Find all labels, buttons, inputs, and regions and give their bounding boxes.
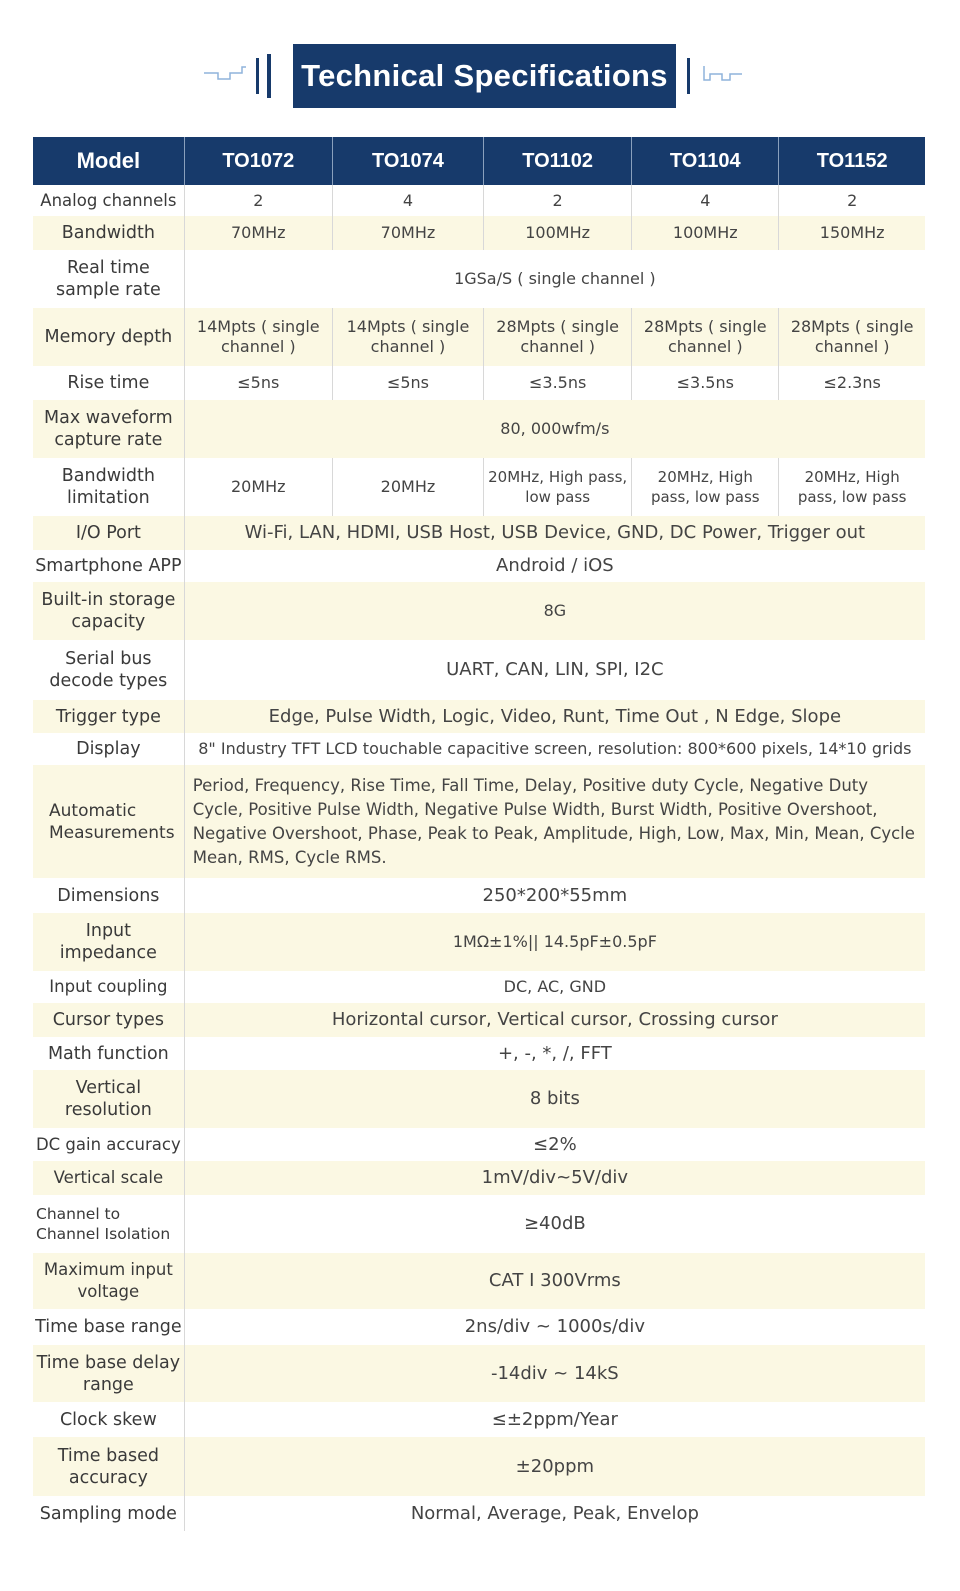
page-title: Technical Specifications bbox=[293, 44, 676, 108]
table-row bbox=[33, 1402, 925, 1437]
row-label: Maximum input voltage bbox=[33, 1253, 184, 1309]
row-label: Input coupling bbox=[33, 971, 184, 1003]
cell-value: ≤2.3ns bbox=[823, 373, 881, 392]
cell-value: 20MHz, High pass, low pass bbox=[632, 458, 779, 516]
cell-value: ≤2% bbox=[533, 1133, 577, 1155]
cell-value: 2 bbox=[847, 190, 858, 210]
row-label: Sampling mode bbox=[33, 1496, 184, 1531]
cell-value: ≤3.5ns bbox=[484, 366, 632, 400]
row-label: Clock skew bbox=[33, 1402, 184, 1437]
header-model-to1074: TO1074 bbox=[332, 137, 483, 185]
table-row bbox=[33, 640, 925, 700]
row-label: Serial bus decode types bbox=[33, 640, 184, 700]
cell-value: ≥40dB bbox=[523, 1213, 586, 1234]
cell-value: 20MHz bbox=[184, 458, 332, 516]
row-label: Max waveform capture rate bbox=[33, 400, 184, 458]
table-row bbox=[33, 1037, 925, 1070]
table-row bbox=[33, 516, 925, 550]
table-row bbox=[33, 971, 925, 1003]
table-row bbox=[33, 733, 925, 765]
cell-value: -14div ~ 14kS bbox=[184, 1345, 925, 1402]
table-row bbox=[33, 308, 925, 366]
table-row bbox=[33, 913, 925, 971]
cell-value: 4 bbox=[332, 185, 483, 216]
cell-value: 20MHz, High pass, low pass bbox=[484, 458, 632, 516]
cell-value: CAT I 300Vrms bbox=[184, 1253, 925, 1309]
cell-value: 2 bbox=[484, 185, 632, 216]
cell-value: 1mV/div~5V/div bbox=[184, 1161, 925, 1195]
banner-bar-right-1 bbox=[672, 54, 676, 98]
cell-value: 20MHz bbox=[332, 458, 483, 516]
cell-value: 14Mpts ( single channel ) bbox=[332, 308, 483, 366]
table-row bbox=[33, 1437, 925, 1496]
header-model: Model bbox=[33, 137, 184, 185]
table-row bbox=[33, 582, 925, 640]
row-label: Vertical scale bbox=[33, 1161, 184, 1195]
table-row bbox=[33, 400, 925, 458]
cell-value: +, -, *, /, FFT bbox=[497, 1042, 612, 1064]
table-row bbox=[33, 1003, 925, 1037]
table-row bbox=[33, 878, 925, 913]
cell-value: 100MHz bbox=[632, 216, 779, 250]
row-label: DC gain accuracy bbox=[33, 1128, 184, 1161]
cell-value: Period, Frequency, Rise Time, Fall Time, Delay, Positive duty Cycle, Negative Duty Cycle, Positive Pulse Width, Negative Pulse Width, Burst Width, Positive Overshoot, Negative Overshoot, Phase, Peak to Peak, Amplitude, High, Low, Max, Min, Mean, Cycle Mean, RMS, Cycle RMS. bbox=[184, 765, 925, 878]
cell-value: 2ns/div ~ 1000s/div bbox=[464, 1316, 645, 1337]
cell-value: 14Mpts ( single channel ) bbox=[184, 308, 332, 366]
table-row bbox=[33, 550, 925, 582]
header-model-to1104: TO1104 bbox=[632, 137, 779, 185]
table-row bbox=[33, 765, 925, 878]
row-label: Smartphone APP bbox=[33, 550, 184, 582]
table-row bbox=[33, 1195, 925, 1253]
cell-value: 1GSa/S ( single channel ) bbox=[454, 269, 656, 288]
cell-value: DC, AC, GND bbox=[503, 977, 607, 996]
cell-value: Edge, Pulse Width, Logic, Video, Runt, Time Out , N Edge, Slope bbox=[184, 700, 925, 733]
cell-value: Wi-Fi, LAN, HDMI, USB Host, USB Device, GND, DC Power, Trigger out bbox=[184, 516, 925, 550]
row-label: Vertical resolution bbox=[33, 1070, 184, 1128]
cell-value: 1MΩ±1%|| 14.5pF±0.5pF bbox=[184, 913, 925, 971]
header-model-to1152: TO1152 bbox=[779, 137, 925, 185]
row-label: Memory depth bbox=[33, 308, 184, 366]
table-row bbox=[33, 458, 925, 516]
cell-value: 100MHz bbox=[484, 216, 632, 250]
cell-value: 8G bbox=[184, 582, 925, 640]
table-row bbox=[33, 185, 925, 216]
cell-value: Horizontal cursor, Vertical cursor, Crossing cursor bbox=[184, 1003, 925, 1037]
cell-value: 80, 000wfm/s bbox=[184, 400, 925, 458]
cell-value: 20MHz, High pass, low pass bbox=[797, 468, 907, 506]
cell-value: UART, CAN, LIN, SPI, I2C bbox=[446, 659, 664, 680]
cell-value: 28Mpts ( single channel ) bbox=[779, 308, 925, 366]
title-banner bbox=[0, 0, 960, 130]
row-label: Built-in storage capacity bbox=[33, 582, 184, 640]
row-label: Trigger type bbox=[33, 700, 184, 733]
cell-value: Android / iOS bbox=[496, 555, 614, 576]
cell-value: 70MHz bbox=[332, 216, 483, 250]
row-label: Time base delay range bbox=[33, 1345, 184, 1402]
header-model-to1102: TO1102 bbox=[484, 137, 632, 185]
row-label: Rise time bbox=[33, 366, 184, 400]
row-label: Analog channels bbox=[33, 185, 184, 216]
header-model-to1072: TO1072 bbox=[184, 137, 332, 185]
table-row bbox=[33, 1070, 925, 1128]
cell-value: 28Mpts ( single channel ) bbox=[484, 308, 632, 366]
table-header-row bbox=[33, 137, 925, 185]
cell-value: 4 bbox=[632, 185, 779, 216]
table-row bbox=[33, 1253, 925, 1309]
cell-value: 150MHz bbox=[779, 216, 925, 250]
row-label: Time based accuracy bbox=[33, 1437, 184, 1496]
cell-value: ±20ppm bbox=[184, 1437, 925, 1496]
row-label: Input impedance bbox=[33, 913, 184, 971]
row-label: Channel to Channel Isolation bbox=[33, 1195, 184, 1253]
cell-value: Normal, Average, Peak, Envelop bbox=[410, 1502, 699, 1524]
circuit-decoration-left-icon bbox=[204, 52, 284, 100]
cell-value: 8 bits bbox=[184, 1070, 925, 1128]
row-label: Real time sample rate bbox=[33, 250, 184, 308]
table-row bbox=[33, 1128, 925, 1161]
cell-value: ≤5ns bbox=[332, 366, 483, 400]
row-label: Cursor types bbox=[33, 1003, 184, 1037]
banner-bar-right-2 bbox=[687, 58, 690, 94]
table-row bbox=[33, 1309, 925, 1345]
cell-value: 28Mpts ( single channel ) bbox=[632, 308, 779, 366]
table-row bbox=[33, 1161, 925, 1195]
row-label: I/O Port bbox=[33, 516, 184, 550]
cell-value: 2 bbox=[184, 185, 332, 216]
cell-value: 8" Industry TFT LCD touchable capacitive screen, resolution: 800*600 pixels, 14*10 grids bbox=[198, 739, 912, 758]
table-row bbox=[33, 700, 925, 733]
table-row bbox=[33, 1345, 925, 1402]
banner-bar-left-1 bbox=[256, 58, 259, 94]
table-row bbox=[33, 1496, 925, 1531]
row-label: Time base range bbox=[33, 1309, 184, 1345]
table-row bbox=[33, 366, 925, 400]
table-row bbox=[33, 216, 925, 250]
banner-bar-left-2 bbox=[267, 54, 271, 98]
row-label: Automatic Measurements bbox=[33, 765, 184, 878]
row-label: Bandwidth bbox=[33, 216, 184, 250]
row-label: Dimensions bbox=[33, 878, 184, 913]
specifications-table bbox=[33, 137, 925, 1531]
cell-value: ≤3.5ns bbox=[632, 366, 779, 400]
row-label: Display bbox=[33, 733, 184, 765]
table-row bbox=[33, 250, 925, 308]
cell-value: ≤±2ppm/Year bbox=[491, 1408, 618, 1430]
cell-value: 70MHz bbox=[184, 216, 332, 250]
circuit-decoration-right-icon bbox=[700, 52, 750, 100]
row-label: Math function bbox=[33, 1037, 184, 1070]
cell-value: ≤5ns bbox=[184, 366, 332, 400]
cell-value: 250*200*55mm bbox=[482, 884, 628, 906]
row-label: Bandwidth limitation bbox=[33, 458, 184, 516]
